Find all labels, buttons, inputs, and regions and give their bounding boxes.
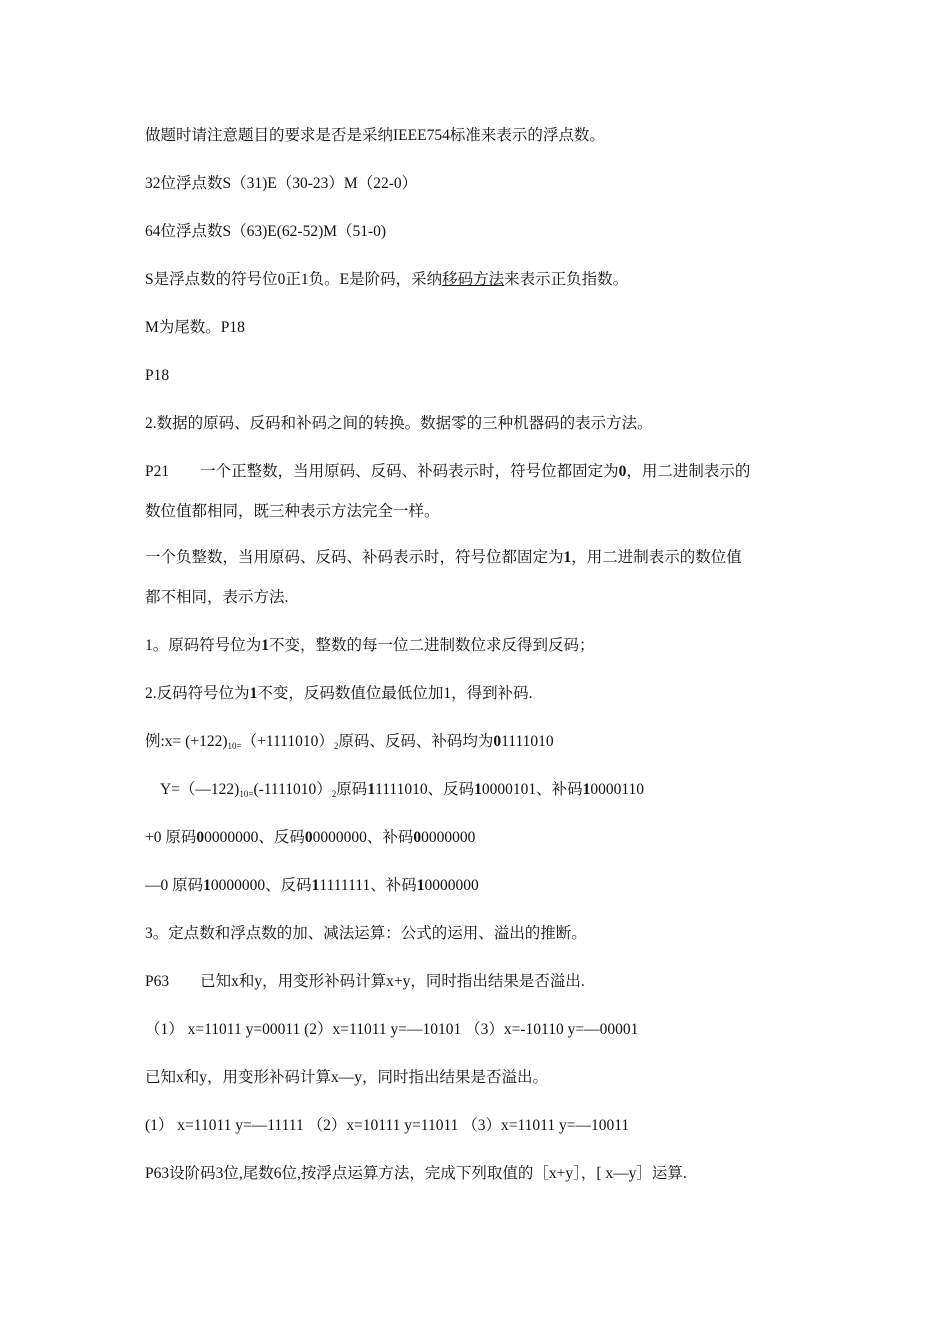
subscript: 2 xyxy=(333,741,339,751)
bold-digit: 1 xyxy=(311,877,320,894)
text-span: 0000000、反码 xyxy=(204,829,305,846)
text-span: 不变，反码数值位最低位加1，得到补码. xyxy=(257,685,533,702)
text-line xyxy=(160,780,810,804)
text-line: （1） x=11011 y=00011 (2）x=11011 y=—10101 （3）x=-10110 y=—00001 xyxy=(145,1021,639,1038)
text-line xyxy=(145,732,810,756)
text-line: 做题时请注意题目的要求是否是采纳IEEE754标准来表示的浮点数。 xyxy=(145,127,605,144)
text-span: 0000000、补码 xyxy=(312,829,414,846)
text-span: —0 原码 xyxy=(145,877,204,894)
text-span: 原码、反码、补码均为 xyxy=(338,733,494,750)
text-span: 1。原码符号位为 xyxy=(145,637,262,654)
text-span: 0000101、补码 xyxy=(481,781,583,798)
text-line xyxy=(145,828,810,848)
text-span: 0000000 xyxy=(421,829,476,846)
text-line: (1） x=11011 y=—11111 （2）x=10111 y=11011 （3）x=11011 y=—10011 xyxy=(145,1117,630,1134)
bold-digit: 0 xyxy=(413,829,422,846)
text-line xyxy=(145,876,810,896)
text-span: P21 一个正整数，当用原码、反码、补码表示时，符号位都固定为 xyxy=(145,463,619,480)
text-span: 来表示正负指数。 xyxy=(504,271,629,288)
text-line: 都不相同，表示方法. xyxy=(145,589,289,606)
subscript: 10= xyxy=(227,741,242,751)
text-span: 1111010、反码 xyxy=(375,781,475,798)
text-line: 64位浮点数S（63)E(62-52)M（51-0) xyxy=(145,223,387,240)
text-line: 32位浮点数S（31)E（30-23）M（22-0） xyxy=(145,175,418,192)
bold-digit: 1 xyxy=(582,781,591,798)
bold-digit: 1 xyxy=(416,877,425,894)
text-span: (-1111010） xyxy=(253,781,332,798)
bold-digit: 1 xyxy=(563,549,572,566)
text-line xyxy=(145,462,810,482)
text-span: 原码 xyxy=(336,781,368,798)
text-span: +0 原码 xyxy=(145,829,197,846)
bold-digit: 1 xyxy=(249,685,258,702)
bold-digit: 0 xyxy=(618,463,627,480)
text-span: 0000000 xyxy=(424,877,479,894)
text-span: ，用二进制表示的 xyxy=(626,463,751,480)
text-span: 不变，整数的每一位二进制数位求反得到反码； xyxy=(269,637,595,654)
bold-digit: 1 xyxy=(367,781,376,798)
text-span: 1111111、补码 xyxy=(319,877,417,894)
text-line: P63 已知x和y，用变形补码计算x+y，同时指出结果是否溢出. xyxy=(145,973,585,990)
bold-digit: 1 xyxy=(203,877,211,894)
text-span: 2.反码符号位为 xyxy=(145,685,250,702)
text-span: 0000110 xyxy=(590,781,645,798)
text-line: P63设阶码3位,尾数6位,按浮点运算方法，完成下列取值的［x+y］，[ x—y］运算. xyxy=(145,1165,687,1182)
text-line: 已知x和y，用变形补码计算x—y，同时指出结果是否溢出。 xyxy=(145,1069,549,1086)
bold-digit: 0 xyxy=(196,829,205,846)
subscript: 10= xyxy=(239,789,254,799)
bold-digit: 0 xyxy=(304,829,313,846)
text-line: 3。定点数和浮点数的加、减法运算：公式的运用、溢出的推断。 xyxy=(145,925,587,942)
text-line xyxy=(145,684,810,704)
subscript: 2 xyxy=(331,789,337,799)
bold-digit: 0 xyxy=(493,733,502,750)
text-line xyxy=(145,548,810,568)
text-line xyxy=(145,636,810,656)
bold-digit: 1 xyxy=(474,781,482,798)
text-span: 1111010 xyxy=(501,733,554,750)
text-span: 例:x= (+122) xyxy=(145,733,228,750)
underlined-term: 移码方法 xyxy=(442,271,505,288)
text-line: P18 xyxy=(145,367,170,384)
bold-digit: 1 xyxy=(261,637,270,654)
text-line: M为尾数。P18 xyxy=(145,319,245,336)
text-span: Y=（—122) xyxy=(160,781,240,798)
text-span: ，用二进制表示的数位值 xyxy=(571,549,742,566)
text-span: S是浮点数的符号位0正1负。E是阶码，采纳 xyxy=(145,271,443,288)
text-span: （+1111010） xyxy=(241,733,334,750)
text-span: 0000000、反码 xyxy=(210,877,312,894)
text-line xyxy=(145,270,810,290)
text-span: 一个负整数，当用原码、反码、补码表示时，符号位都固定为 xyxy=(145,549,564,566)
text-line: 2.数据的原码、反码和补码之间的转换。数据零的三种机器码的表示方法。 xyxy=(145,415,653,432)
text-line: 数位值都相同，既三种表示方法完全一样。 xyxy=(145,503,440,520)
